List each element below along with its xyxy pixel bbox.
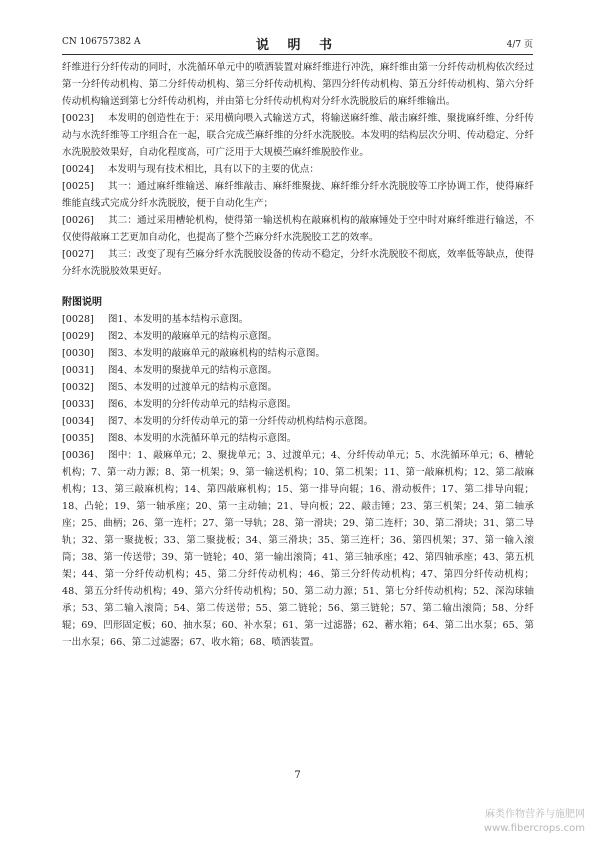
paragraph-0026 [62,212,534,246]
figure-caption-0028 [62,311,534,328]
paragraph-continued [62,59,534,110]
paragraph-number: [0030] [62,348,94,359]
figure-caption-0033 [62,396,534,413]
figure-caption-0031 [62,362,534,379]
figure-caption-0029 [62,328,534,345]
paragraph-0024 [62,161,534,178]
paragraph-0023 [62,110,534,161]
patent-number: CN 106757382 A [62,37,141,47]
paragraph-number: [0026] [62,215,94,226]
page-header [62,34,533,52]
document-body [62,59,534,651]
figure-caption-0030 [62,345,534,362]
figure-text: 图5、本发明的过渡单元的结构示意图。 [107,382,278,393]
paragraph-number: [0032] [62,382,94,393]
figure-text: 图3、本发明的敲麻单元的敲麻机构的结构示意图。 [107,348,326,359]
figure-text: 图1、本发明的基本结构示意图。 [107,314,249,325]
figure-text: 图8、本发明的水洗循环单元的结构示意图。 [107,433,297,444]
figure-text: 图4、本发明的聚拢单元的结构示意图。 [107,365,278,376]
page-number: 7 [294,770,301,781]
paragraph-text: 本发明与现有技术相比，具有以下的主要的优点： [107,164,319,175]
paragraph-number: [0031] [62,365,94,376]
figure-caption-0034 [62,413,534,430]
paragraph-number: [0027] [62,249,94,260]
figure-text: 图2、本发明的敲麻单元的结构示意图。 [107,331,278,342]
paragraph-number: [0024] [62,164,94,175]
paragraph-0025 [62,178,534,212]
paragraph-number: [0036] [62,450,94,461]
paragraph-text: 纤维进行分纤传动的同时，水洗循环单元中的喷洒装置对麻纤维进行冲洗，麻纤维由第一分纤传动机构依次经过第一分纤传动机构、第二分纤传动机构、第三分纤传动机构、第四分纤传动机构、第五分纤传动机构、第六分纤传动机构输送到第七分纤传动机构，并由第七分纤传动机构对分纤水洗脱胶后的麻纤维输出。 [62,62,534,107]
figure-text: 图6、本发明的分纤传动单元的结构示意图。 [107,399,297,410]
paragraph-number: [0025] [62,181,94,192]
figure-caption-0035 [62,430,534,447]
paragraph-text: 其三：改变了现有苎麻分纤水洗脱胶设备的传动不稳定，分纤水洗脱胶不彻底，效率低等缺点，使得分纤水洗脱胶效果更好。 [62,249,534,277]
legend-paragraph [62,447,534,651]
header-rule [62,54,533,55]
section-title: 附图说明 [62,297,102,308]
paragraph-text: 其二：通过采用槽轮机构，使得第一输送机构在敲麻机构的敲麻锤处于空中时对麻纤维进行输送，不仅使得敲麻工艺更加自动化，也提高了整个苎麻分纤水洗脱胶工艺的效率。 [62,215,534,243]
document-title: 说 明 书 [255,38,340,53]
paragraph-text: 其一：通过麻纤维输送、麻纤维敲击、麻纤维聚拢、麻纤维分纤水洗脱胶等工序协调工作，使得麻纤维能直线式完成分纤水洗脱胶，便于自动化生产； [62,181,534,209]
paragraph-number: [0029] [62,331,94,342]
paragraph-number: [0035] [62,433,94,444]
paragraph-0027 [62,246,534,280]
watermark [484,808,585,836]
paragraph-number: [0033] [62,399,94,410]
figure-caption-0032 [62,379,534,396]
paragraph-number: [0034] [62,416,94,427]
legend-text: 图中：1、敲麻单元；2、聚拢单元；3、过渡单元；4、分纤传动单元；5、水洗循环单元；6、槽轮机构；7、第一动力源；8、第一机架；9、第一输送机构；10、第二机架；11、第一敲麻机构；12、第二敲麻机构；13、第三敲麻机构；14、第四敲麻机构；15、第一排导向辊；16、滑动板件；17、第二排导向辊；18、凸轮；19、第一轴承座；20、第一主动轴；21、导向板；22、敲击锤；23、第三机架；24、第二轴承座；25、曲柄；26、第一连杆；27、第一导轨；28、第一滑块；29、第二连杆；30、第二滑块；31、第二导轨；32、第一聚拢板；33、第二聚拢板；34、第三滑块；35、第三连杆；36、第四机架；37、第一输入滚筒；38、第一传送带；39、第一链轮；40、第一输出滚筒；41、第三轴承座；42、第四轴承座；43、第五机架；44、第一分纤传动机构；45、第二分纤传动机构；46、第三分纤传动机构；47、第四分纤传动机构；48、第五分纤传动机构；49、第六分纤传动机构；50、第二动力源；51、第七分纤传动机构；52、深沟球轴承；53、第二输入滚筒；54、第二传送带；55、第二链轮；56、第三链轮；57、第二输出滚筒；58、分纤辊；69、凹形固定板；60、抽水泵；60、补水泵；61、第一过滤器；62、蓄水箱；64、第二出水泵；65、第一出水泵；66、第二过滤器；67、收水箱；68、喷洒装置。 [62,450,534,648]
page-count: 4/7 页 [506,40,533,50]
figure-text: 图7、本发明的分纤传动单元的第一分纤传动机构结构示意图。 [107,416,374,427]
paragraph-number: [0023] [62,113,94,124]
paragraph-number: [0028] [62,314,94,325]
watermark-url: www.fibercrops.com [483,823,585,834]
watermark-title: 麻类作物营养与施肥网 [485,809,585,820]
paragraph-text: 本发明的创造性在于：采用横向喂入式输送方式，将输送麻纤维、敲击麻纤维、聚拢麻纤维、分纤传动与水洗纤维等工序组合在一起，联合完成苎麻纤维的分纤水洗脱胶。本发明的结构层次分明、传动稳定、分纤水洗脱胶效果好，自动化程度高，可广泛用于大规模苎麻纤维脱胶作业。 [62,113,534,158]
